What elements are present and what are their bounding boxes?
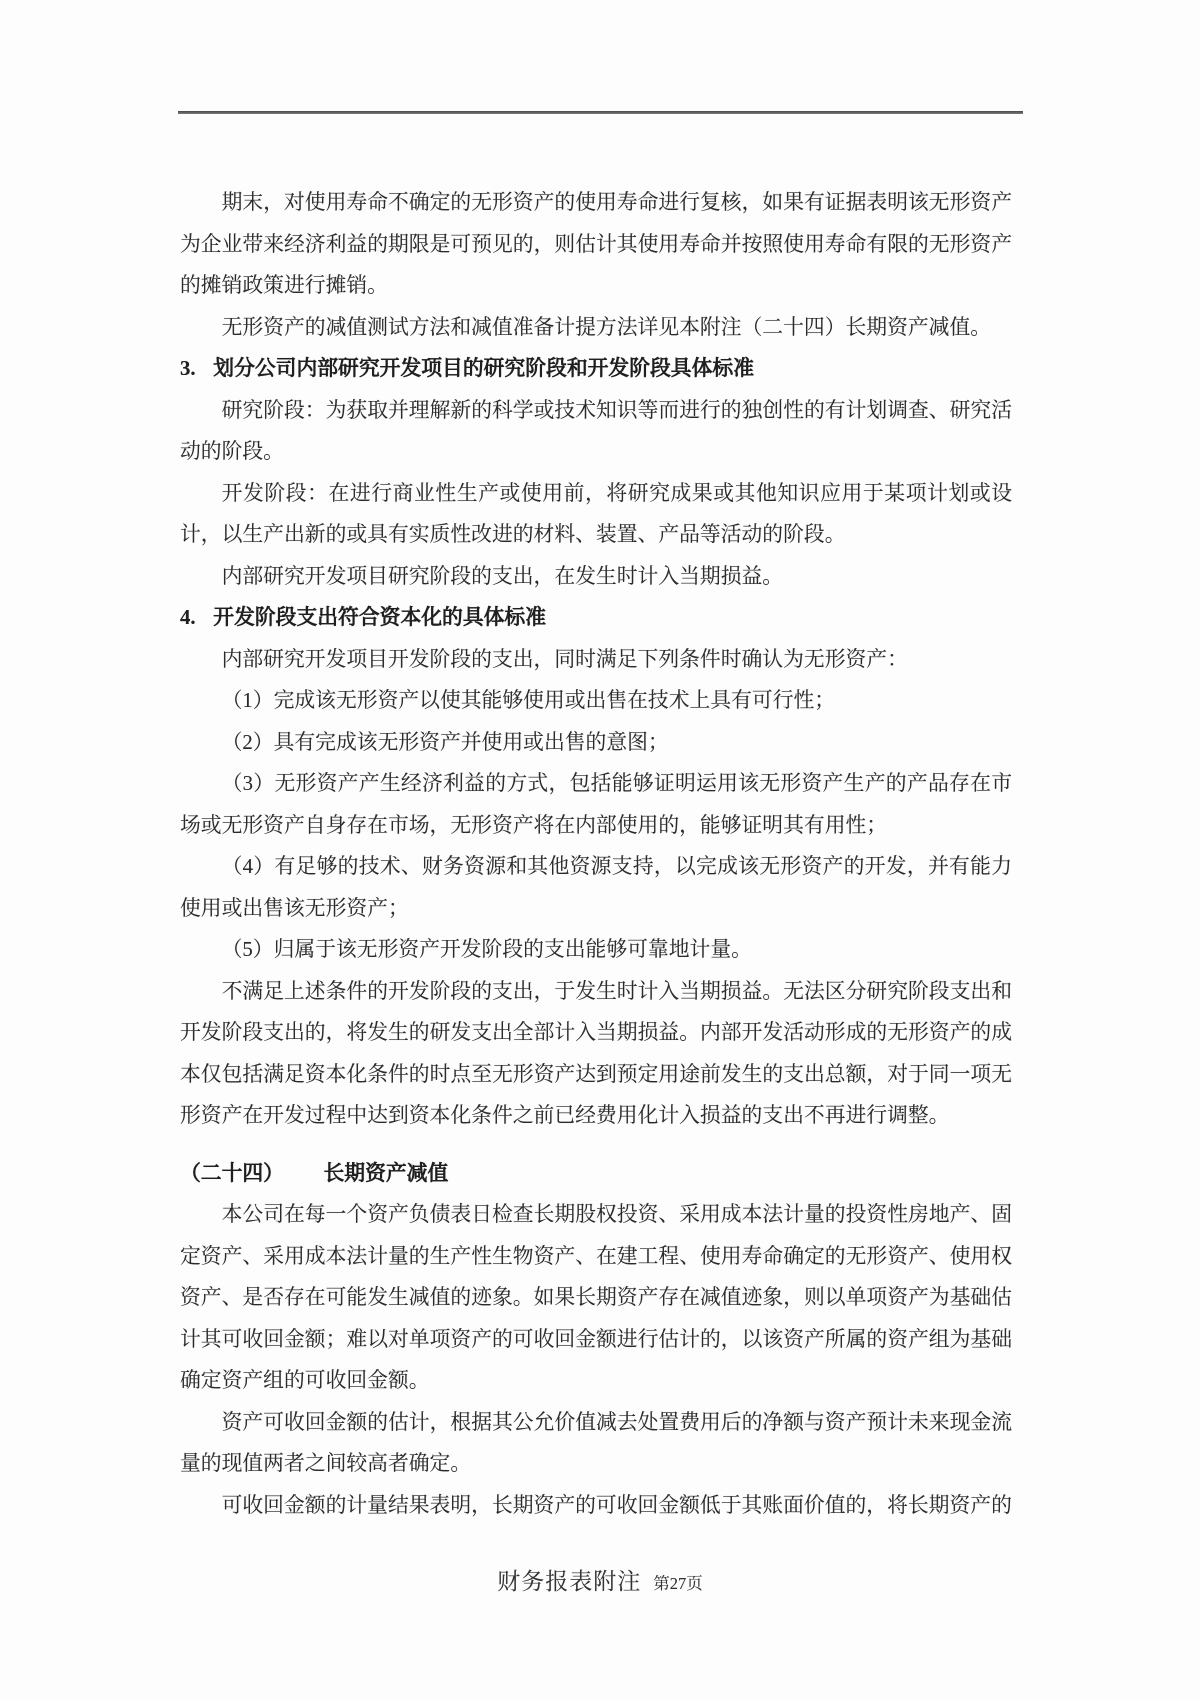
heading-number: 3. <box>180 357 196 380</box>
list-item-condition-2: （2）具有完成该无形资产并使用或出售的意图； <box>221 730 669 754</box>
section-heading-3 <box>180 348 1012 390</box>
list-item-condition-4: （4）有足够的技术、财务资源和其他资源支持，以完成该无形资产的开发，并有能力使用或出售该无形资产； <box>180 855 1012 920</box>
paragraph-capitalization-intro: 内部研究开发项目开发阶段的支出，同时满足下列条件时确认为无形资产： <box>221 647 908 671</box>
footer-title: 财务报表附注 <box>497 1569 642 1594</box>
section-heading-24 <box>180 1153 1012 1195</box>
section-heading-4 <box>180 597 1012 639</box>
paragraph-amortization-review: 期末，对使用寿命不确定的无形资产的使用寿命进行复核，如果有证据表明该无形资产为企业带来经济利益的期限是可预见的，则估计其使用寿命并按照使用寿命有限的无形资产的摊销政策进行摊销。 <box>180 191 1012 297</box>
document-body <box>180 182 1012 1526</box>
paragraph-recoverable-amount: 资产可收回金额的估计，根据其公允价值减去处置费用后的净额与资产预计未来现金流量的现值两者之间较高者确定。 <box>180 1410 1012 1475</box>
paragraph-impairment-check: 本公司在每一个资产负债表日检查长期股权投资、采用成本法计量的投资性房地产、固定资产、采用成本法计量的生产性生物资产、在建工程、使用寿命确定的无形资产、使用权资产、是否存在可能发生减值的迹象。如果长期资产存在减值迹象，则以单项资产为基础估计其可收回金额；难以对单项资产的可收回金额进行估计的，以该资产所属的资产组为基础确定资产组的可收回金额。 <box>180 1203 1012 1392</box>
paragraph-research-expenditure: 内部研究开发项目研究阶段的支出，在发生时计入当期损益。 <box>221 564 784 588</box>
paragraph-development-stage: 开发阶段：在进行商业性生产或使用前，将研究成果或其他知识应用于某项计划或设计，以生产出新的或具有实质性改进的材料、装置、产品等活动的阶段。 <box>180 481 1012 546</box>
page-footer <box>0 1563 1200 1596</box>
list-item-condition-1: （1）完成该无形资产以使其能够使用或出售在技术上具有可行性； <box>221 689 836 712</box>
list-item-condition-3: （3）无形资产产生经济利益的方式，包括能够证明运用该无形资产生产的产品存在市场或无形资产自身存在市场，无形资产将在内部使用的，能够证明其有用性； <box>180 772 1012 837</box>
list-item-condition-5: （5）归属于该无形资产开发阶段的支出能够可靠地计量。 <box>221 938 752 961</box>
heading-title: 长期资产减值 <box>323 1161 449 1185</box>
page-number: 第27页 <box>653 1574 703 1593</box>
heading-title: 开发阶段支出符合资本化的具体标准 <box>213 606 547 629</box>
heading-title: 划分公司内部研究开发项目的研究阶段和开发阶段具体标准 <box>213 357 754 380</box>
paragraph-measurement-result: 可收回金额的计量结果表明，长期资产的可收回金额低于其账面价值的，将长期资产的 <box>221 1493 1012 1517</box>
header-rule <box>178 111 1023 114</box>
paragraph-impairment-reference: 无形资产的减值测试方法和减值准备计提方法详见本附注（二十四）长期资产减值。 <box>221 315 992 339</box>
heading-number: 4. <box>180 606 196 629</box>
paragraph-unqualified-expenditure: 不满足上述条件的开发阶段的支出，于发生时计入当期损益。无法区分研究阶段支出和开发阶段支出的，将发生的研发支出全部计入当期损益。内部开发活动形成的无形资产的成本仅包括满足资本化条件的时点至无形资产达到预定用途前发生的支出总额，对于同一项无形资产在开发过程中达到资本化条件之前已经费用化计入损益的支出不再进行调整。 <box>180 979 1012 1127</box>
heading-number: （二十四） <box>180 1161 284 1185</box>
paragraph-research-stage: 研究阶段：为获取并理解新的科学或技术知识等而进行的独创性的有计划调查、研究活动的阶段。 <box>180 398 1012 463</box>
